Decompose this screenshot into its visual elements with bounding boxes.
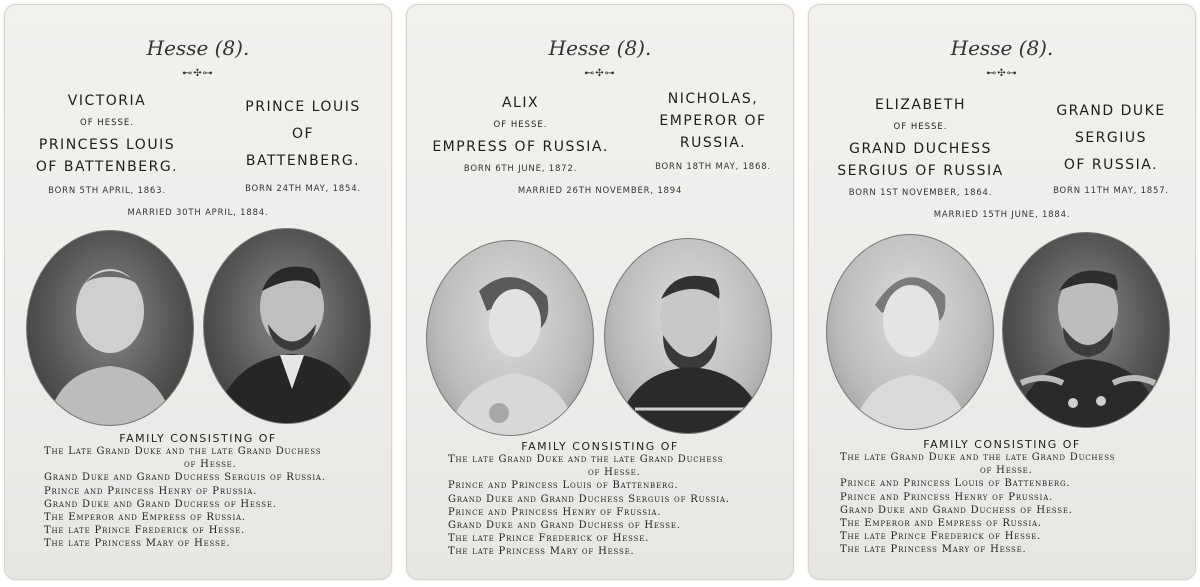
list-item: Grand Duke and Grand Duchess Serguis of Russia. xyxy=(44,472,326,484)
list-item: Prince and Princess Henry of Prussia. xyxy=(840,491,1054,503)
list-item: Grand Duke and Grand Duchess Serguis of Russia. xyxy=(448,493,730,505)
right-name: PRINCE LOUIS OF BATTENBERG. xyxy=(245,99,361,169)
list-item: The late Princess Mary of Hesse. xyxy=(448,546,635,558)
family-list xyxy=(44,445,326,551)
card-title: Hesse (8). xyxy=(548,36,652,60)
list-item: Prince and Princess Louis of Battenberg. xyxy=(448,480,679,492)
list-item: Prince and Princess Louis of Battenberg. xyxy=(840,478,1071,490)
married-date: MARRIED 30TH APRIL, 1884. xyxy=(127,208,269,218)
list-item: of Hesse. xyxy=(184,459,237,471)
list-item: The late Prince Frederick of Hesse. xyxy=(44,525,246,537)
list-item: The late Grand Duke and the late Grand Duchess xyxy=(840,452,1116,463)
left-born: BORN 6TH JUNE, 1872. xyxy=(463,164,578,174)
left-name: ELIZABETH OF HESSE. GRAND DUCHESS SERGIUS OF RUSSIA xyxy=(837,97,1004,179)
portrait-elizabeth xyxy=(826,234,994,430)
portrait-alix xyxy=(426,240,594,436)
portrait-sergius xyxy=(1002,232,1170,428)
card-title: Hesse (8). xyxy=(950,36,1054,60)
right-born: BORN 24TH MAY, 1854. xyxy=(245,184,361,194)
ornament: ⊷✣⊶ xyxy=(182,68,214,79)
playing-card-victoria xyxy=(4,4,392,580)
list-item: The late Prince Frederick of Hesse. xyxy=(448,533,650,545)
married-date: MARRIED 26TH NOVEMBER, 1894 xyxy=(517,186,683,196)
list-item: Grand Duke and Grand Duchess of Hesse. xyxy=(840,504,1073,516)
left-born: BORN 1ST NOVEMBER, 1864. xyxy=(848,188,993,198)
list-item: of Hesse. xyxy=(588,467,641,479)
portrait-prince-louis xyxy=(203,228,371,424)
list-item: The Late Grand Duke and the late Grand Duchess xyxy=(44,446,322,457)
portrait-victoria xyxy=(26,230,194,426)
list-item: of Hesse. xyxy=(980,465,1033,477)
left-born: BORN 5TH APRIL, 1863. xyxy=(48,186,166,196)
ornament: ⊷✣⊶ xyxy=(986,68,1018,79)
right-born: BORN 18TH MAY, 1868. xyxy=(655,162,771,172)
list-item: The Emperor and Empress of Russia. xyxy=(840,518,1042,530)
playing-card-elizabeth xyxy=(808,4,1196,580)
family-heading: FAMILY CONSISTING OF xyxy=(923,438,1081,451)
right-born: BORN 11TH MAY, 1857. xyxy=(1053,186,1169,196)
family-heading: FAMILY CONSISTING OF xyxy=(521,440,679,453)
playing-card-alix xyxy=(406,4,794,580)
list-item: Grand Duke and Grand Duchess of Hesse. xyxy=(44,498,277,510)
list-item: The Emperor and Empress of Russia. xyxy=(44,512,246,524)
list-item: The late Grand Duke and the late Grand Duchess xyxy=(448,454,724,465)
right-name: GRAND DUKE SERGIUS OF RUSSIA. xyxy=(1056,103,1166,173)
portrait-nicholas xyxy=(604,238,772,434)
family-list xyxy=(840,451,1115,557)
family-heading: FAMILY CONSISTING OF xyxy=(119,432,277,445)
married-date: MARRIED 15TH JUNE, 1884. xyxy=(933,210,1071,220)
left-name: VICTORIA OF HESSE. PRINCESS LOUIS OF BATTENBERG. xyxy=(35,93,179,175)
right-name: NICHOLAS, EMPEROR OF RUSSIA. xyxy=(659,91,767,151)
card-title: Hesse (8). xyxy=(146,36,250,60)
list-item: Prince and Princess Henry of Prussia. xyxy=(44,485,258,497)
ornament: ⊷✣⊶ xyxy=(584,68,616,79)
list-item: The late Princess Mary of Hesse. xyxy=(840,544,1027,556)
left-name: ALIX OF HESSE. EMPRESS OF RUSSIA. xyxy=(432,95,609,155)
family-list xyxy=(448,453,730,559)
list-item: Prince and Princess Henry of Frussia. xyxy=(448,506,662,518)
list-item: Grand Duke and Grand Duchess of Hesse. xyxy=(448,520,681,532)
list-item: The late Princess Mary of Hesse. xyxy=(44,538,231,550)
list-item: The late Prince Frederick of Hesse. xyxy=(840,531,1042,543)
